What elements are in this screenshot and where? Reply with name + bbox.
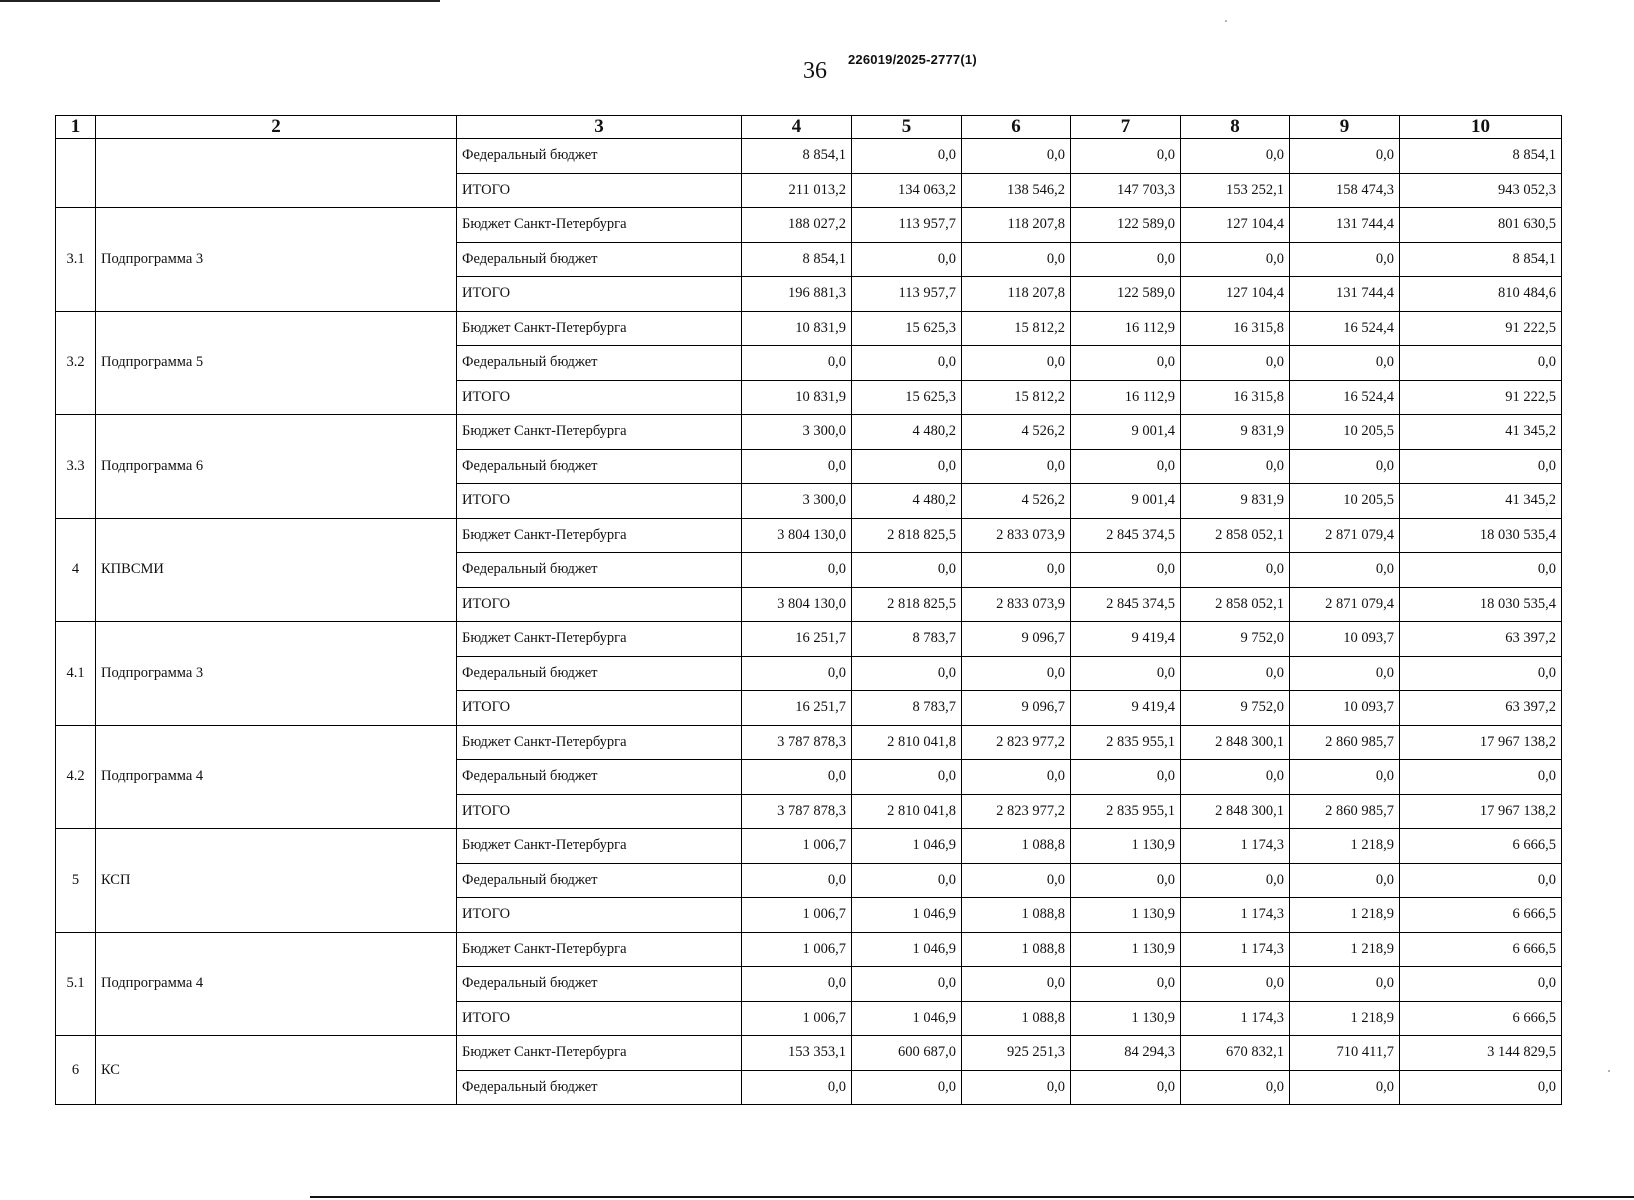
item-name: КС	[96, 1036, 457, 1105]
amount-cell: 1 088,8	[962, 829, 1071, 864]
amount-cell: 10 205,5	[1290, 484, 1400, 519]
amount-cell: 0,0	[1071, 1070, 1181, 1105]
amount-cell: 118 207,8	[962, 208, 1071, 243]
amount-cell: 0,0	[852, 967, 962, 1002]
amount-cell: 0,0	[1071, 863, 1181, 898]
funding-source: ИТОГО	[457, 173, 742, 208]
amount-cell: 158 474,3	[1290, 173, 1400, 208]
amount-cell: 8 854,1	[1400, 139, 1562, 174]
table-row	[56, 208, 1562, 243]
page-number: 36	[803, 58, 827, 84]
column-header: 3	[457, 116, 742, 139]
amount-cell: 710 411,7	[1290, 1036, 1400, 1071]
amount-cell: 0,0	[1071, 139, 1181, 174]
amount-cell: 1 006,7	[742, 1001, 852, 1036]
column-header: 5	[852, 116, 962, 139]
amount-cell: 16 524,4	[1290, 311, 1400, 346]
amount-cell: 0,0	[852, 139, 962, 174]
funding-source: Федеральный бюджет	[457, 760, 742, 795]
amount-cell: 211 013,2	[742, 173, 852, 208]
amount-cell: 113 957,7	[852, 277, 962, 312]
amount-cell: 15 812,2	[962, 380, 1071, 415]
item-number: 3.3	[56, 415, 96, 519]
amount-cell: 0,0	[1071, 553, 1181, 588]
amount-cell: 0,0	[742, 346, 852, 381]
amount-cell: 0,0	[1181, 656, 1290, 691]
funding-source: ИТОГО	[457, 898, 742, 933]
amount-cell: 0,0	[962, 449, 1071, 484]
amount-cell: 9 752,0	[1181, 622, 1290, 657]
amount-cell: 0,0	[1290, 346, 1400, 381]
amount-cell: 4 526,2	[962, 484, 1071, 519]
amount-cell: 0,0	[1400, 553, 1562, 588]
amount-cell: 2 860 985,7	[1290, 794, 1400, 829]
amount-cell: 3 787 878,3	[742, 725, 852, 760]
item-number: 3.2	[56, 311, 96, 415]
amount-cell: 16 315,8	[1181, 380, 1290, 415]
funding-source: Бюджет Санкт-Петербурга	[457, 829, 742, 864]
column-header: 9	[1290, 116, 1400, 139]
amount-cell: 1 130,9	[1071, 932, 1181, 967]
amount-cell: 1 088,8	[962, 898, 1071, 933]
amount-cell: 6 666,5	[1400, 898, 1562, 933]
amount-cell: 1 218,9	[1290, 1001, 1400, 1036]
amount-cell: 1 218,9	[1290, 932, 1400, 967]
funding-source: ИТОГО	[457, 484, 742, 519]
table-row	[56, 932, 1562, 967]
amount-cell: 10 093,7	[1290, 622, 1400, 657]
amount-cell: 0,0	[1181, 1070, 1290, 1105]
amount-cell: 810 484,6	[1400, 277, 1562, 312]
funding-source: Бюджет Санкт-Петербурга	[457, 208, 742, 243]
amount-cell: 0,0	[1181, 553, 1290, 588]
funding-source: ИТОГО	[457, 691, 742, 726]
amount-cell: 3 300,0	[742, 484, 852, 519]
item-number: 5	[56, 829, 96, 933]
column-header: 1	[56, 116, 96, 139]
amount-cell: 0,0	[962, 760, 1071, 795]
amount-cell: 2 818 825,5	[852, 587, 962, 622]
amount-cell: 2 818 825,5	[852, 518, 962, 553]
table-row	[56, 415, 1562, 450]
item-number: 4	[56, 518, 96, 622]
item-number: 4.1	[56, 622, 96, 726]
amount-cell: 9 001,4	[1071, 484, 1181, 519]
amount-cell: 2 858 052,1	[1181, 587, 1290, 622]
amount-cell: 0,0	[1400, 449, 1562, 484]
amount-cell: 2 858 052,1	[1181, 518, 1290, 553]
table-row	[56, 1036, 1562, 1071]
amount-cell: 1 174,3	[1181, 898, 1290, 933]
top-scan-rule	[0, 0, 440, 2]
funding-source: Бюджет Санкт-Петербурга	[457, 415, 742, 450]
amount-cell: 18 030 535,4	[1400, 587, 1562, 622]
amount-cell: 147 703,3	[1071, 173, 1181, 208]
amount-cell: 0,0	[1290, 242, 1400, 277]
amount-cell: 0,0	[962, 656, 1071, 691]
amount-cell: 0,0	[1400, 346, 1562, 381]
amount-cell: 2 835 955,1	[1071, 794, 1181, 829]
amount-cell: 3 804 130,0	[742, 518, 852, 553]
amount-cell: 4 526,2	[962, 415, 1071, 450]
item-name: КПВСМИ	[96, 518, 457, 622]
amount-cell: 2 810 041,8	[852, 794, 962, 829]
funding-source: Бюджет Санкт-Петербурга	[457, 932, 742, 967]
amount-cell: 41 345,2	[1400, 415, 1562, 450]
amount-cell: 1 130,9	[1071, 1001, 1181, 1036]
amount-cell: 10 831,9	[742, 380, 852, 415]
amount-cell: 2 823 977,2	[962, 725, 1071, 760]
amount-cell: 0,0	[1071, 656, 1181, 691]
amount-cell: 1 174,3	[1181, 829, 1290, 864]
column-header: 7	[1071, 116, 1181, 139]
amount-cell: 0,0	[962, 967, 1071, 1002]
funding-source: Федеральный бюджет	[457, 863, 742, 898]
amount-cell: 1 006,7	[742, 829, 852, 864]
amount-cell: 943 052,3	[1400, 173, 1562, 208]
amount-cell: 9 831,9	[1181, 484, 1290, 519]
amount-cell: 15 812,2	[962, 311, 1071, 346]
amount-cell: 16 251,7	[742, 622, 852, 657]
amount-cell: 2 810 041,8	[852, 725, 962, 760]
amount-cell: 0,0	[742, 863, 852, 898]
amount-cell: 15 625,3	[852, 380, 962, 415]
amount-cell: 0,0	[962, 242, 1071, 277]
funding-source: Федеральный бюджет	[457, 656, 742, 691]
amount-cell: 9 831,9	[1181, 415, 1290, 450]
budget-table	[55, 115, 1562, 1105]
amount-cell: 6 666,5	[1400, 829, 1562, 864]
amount-cell: 1 006,7	[742, 898, 852, 933]
amount-cell: 9 096,7	[962, 622, 1071, 657]
amount-cell: 1 218,9	[1290, 829, 1400, 864]
amount-cell: 0,0	[962, 553, 1071, 588]
amount-cell: 0,0	[1181, 242, 1290, 277]
amount-cell: 0,0	[742, 967, 852, 1002]
amount-cell: 8 854,1	[1400, 242, 1562, 277]
amount-cell: 0,0	[1181, 863, 1290, 898]
amount-cell: 1 218,9	[1290, 898, 1400, 933]
amount-cell: 1 130,9	[1071, 829, 1181, 864]
amount-cell: 0,0	[1400, 760, 1562, 795]
amount-cell: 2 848 300,1	[1181, 794, 1290, 829]
funding-source: Федеральный бюджет	[457, 449, 742, 484]
amount-cell: 0,0	[1290, 656, 1400, 691]
amount-cell: 0,0	[962, 139, 1071, 174]
amount-cell: 2 845 374,5	[1071, 587, 1181, 622]
item-name	[96, 139, 457, 208]
amount-cell: 8 854,1	[742, 242, 852, 277]
amount-cell: 41 345,2	[1400, 484, 1562, 519]
amount-cell: 0,0	[962, 863, 1071, 898]
amount-cell: 8 854,1	[742, 139, 852, 174]
amount-cell: 0,0	[1071, 967, 1181, 1002]
item-name: Подпрограмма 3	[96, 208, 457, 312]
column-header: 10	[1400, 116, 1562, 139]
amount-cell: 10 093,7	[1290, 691, 1400, 726]
amount-cell: 0,0	[1290, 553, 1400, 588]
amount-cell: 127 104,4	[1181, 208, 1290, 243]
amount-cell: 6 666,5	[1400, 1001, 1562, 1036]
amount-cell: 1 006,7	[742, 932, 852, 967]
item-number	[56, 139, 96, 208]
amount-cell: 63 397,2	[1400, 691, 1562, 726]
funding-source: Бюджет Санкт-Петербурга	[457, 622, 742, 657]
amount-cell: 3 787 878,3	[742, 794, 852, 829]
amount-cell: 0,0	[1290, 1070, 1400, 1105]
amount-cell: 0,0	[852, 760, 962, 795]
amount-cell: 1 046,9	[852, 898, 962, 933]
amount-cell: 4 480,2	[852, 484, 962, 519]
amount-cell: 1 046,9	[852, 829, 962, 864]
amount-cell: 0,0	[1071, 760, 1181, 795]
amount-cell: 113 957,7	[852, 208, 962, 243]
amount-cell: 1 174,3	[1181, 1001, 1290, 1036]
amount-cell: 0,0	[852, 449, 962, 484]
amount-cell: 17 967 138,2	[1400, 794, 1562, 829]
amount-cell: 91 222,5	[1400, 311, 1562, 346]
item-name: Подпрограмма 4	[96, 932, 457, 1036]
amount-cell: 122 589,0	[1071, 208, 1181, 243]
amount-cell: 1 174,3	[1181, 932, 1290, 967]
scan-speck	[1608, 1070, 1610, 1072]
table-row	[56, 725, 1562, 760]
amount-cell: 0,0	[742, 656, 852, 691]
amount-cell: 188 027,2	[742, 208, 852, 243]
column-header: 4	[742, 116, 852, 139]
funding-source: ИТОГО	[457, 1001, 742, 1036]
amount-cell: 16 112,9	[1071, 380, 1181, 415]
amount-cell: 134 063,2	[852, 173, 962, 208]
amount-cell: 8 783,7	[852, 691, 962, 726]
funding-source: ИТОГО	[457, 380, 742, 415]
amount-cell: 600 687,0	[852, 1036, 962, 1071]
funding-source: Бюджет Санкт-Петербурга	[457, 311, 742, 346]
funding-source: ИТОГО	[457, 277, 742, 312]
amount-cell: 0,0	[1181, 760, 1290, 795]
amount-cell: 0,0	[1290, 760, 1400, 795]
table-row	[56, 622, 1562, 657]
funding-source: Федеральный бюджет	[457, 346, 742, 381]
column-header: 6	[962, 116, 1071, 139]
amount-cell: 0,0	[742, 553, 852, 588]
amount-cell: 131 744,4	[1290, 208, 1400, 243]
document-code: 226019/2025-2777(1)	[848, 52, 977, 67]
funding-source: Бюджет Санкт-Петербурга	[457, 1036, 742, 1071]
amount-cell: 0,0	[1400, 1070, 1562, 1105]
amount-cell: 0,0	[1290, 139, 1400, 174]
amount-cell: 9 419,4	[1071, 622, 1181, 657]
item-name: Подпрограмма 6	[96, 415, 457, 519]
amount-cell: 3 804 130,0	[742, 587, 852, 622]
amount-cell: 9 752,0	[1181, 691, 1290, 726]
funding-source: Бюджет Санкт-Петербурга	[457, 518, 742, 553]
amount-cell: 2 848 300,1	[1181, 725, 1290, 760]
amount-cell: 1 046,9	[852, 1001, 962, 1036]
amount-cell: 17 967 138,2	[1400, 725, 1562, 760]
amount-cell: 0,0	[1400, 863, 1562, 898]
funding-source: Федеральный бюджет	[457, 553, 742, 588]
amount-cell: 2 871 079,4	[1290, 587, 1400, 622]
amount-cell: 16 524,4	[1290, 380, 1400, 415]
amount-cell: 925 251,3	[962, 1036, 1071, 1071]
amount-cell: 0,0	[1071, 346, 1181, 381]
amount-cell: 18 030 535,4	[1400, 518, 1562, 553]
amount-cell: 3 144 829,5	[1400, 1036, 1562, 1071]
amount-cell: 4 480,2	[852, 415, 962, 450]
amount-cell: 8 783,7	[852, 622, 962, 657]
amount-cell: 153 252,1	[1181, 173, 1290, 208]
amount-cell: 1 088,8	[962, 1001, 1071, 1036]
amount-cell: 131 744,4	[1290, 277, 1400, 312]
amount-cell: 9 001,4	[1071, 415, 1181, 450]
amount-cell: 801 630,5	[1400, 208, 1562, 243]
amount-cell: 84 294,3	[1071, 1036, 1181, 1071]
amount-cell: 10 831,9	[742, 311, 852, 346]
amount-cell: 0,0	[852, 242, 962, 277]
table-row	[56, 829, 1562, 864]
funding-source: Федеральный бюджет	[457, 1070, 742, 1105]
amount-cell: 122 589,0	[1071, 277, 1181, 312]
amount-cell: 0,0	[1400, 967, 1562, 1002]
amount-cell: 0,0	[1290, 863, 1400, 898]
column-number-header	[56, 116, 1562, 139]
amount-cell: 0,0	[1071, 242, 1181, 277]
amount-cell: 0,0	[962, 346, 1071, 381]
amount-cell: 0,0	[1181, 346, 1290, 381]
amount-cell: 9 096,7	[962, 691, 1071, 726]
amount-cell: 0,0	[1181, 449, 1290, 484]
amount-cell: 0,0	[852, 346, 962, 381]
amount-cell: 2 833 073,9	[962, 587, 1071, 622]
table-body	[56, 139, 1562, 1105]
amount-cell: 0,0	[1181, 967, 1290, 1002]
item-name: Подпрограмма 4	[96, 725, 457, 829]
table-row	[56, 518, 1562, 553]
funding-source: ИТОГО	[457, 794, 742, 829]
amount-cell: 153 353,1	[742, 1036, 852, 1071]
amount-cell: 2 835 955,1	[1071, 725, 1181, 760]
column-header: 2	[96, 116, 457, 139]
amount-cell: 0,0	[1290, 967, 1400, 1002]
amount-cell: 1 130,9	[1071, 898, 1181, 933]
amount-cell: 10 205,5	[1290, 415, 1400, 450]
funding-source: ИТОГО	[457, 587, 742, 622]
amount-cell: 91 222,5	[1400, 380, 1562, 415]
item-number: 5.1	[56, 932, 96, 1036]
amount-cell: 0,0	[742, 760, 852, 795]
amount-cell: 0,0	[1400, 656, 1562, 691]
amount-cell: 0,0	[852, 656, 962, 691]
item-name: Подпрограмма 5	[96, 311, 457, 415]
amount-cell: 1 046,9	[852, 932, 962, 967]
amount-cell: 6 666,5	[1400, 932, 1562, 967]
amount-cell: 63 397,2	[1400, 622, 1562, 657]
item-name: Подпрограмма 3	[96, 622, 457, 726]
amount-cell: 16 251,7	[742, 691, 852, 726]
amount-cell: 2 845 374,5	[1071, 518, 1181, 553]
amount-cell: 2 823 977,2	[962, 794, 1071, 829]
item-number: 4.2	[56, 725, 96, 829]
funding-source: Федеральный бюджет	[457, 139, 742, 174]
amount-cell: 9 419,4	[1071, 691, 1181, 726]
amount-cell: 0,0	[852, 1070, 962, 1105]
amount-cell: 0,0	[742, 449, 852, 484]
amount-cell: 0,0	[852, 863, 962, 898]
funding-source: Бюджет Санкт-Петербурга	[457, 725, 742, 760]
amount-cell: 2 871 079,4	[1290, 518, 1400, 553]
scan-speck	[1225, 20, 1227, 22]
item-number: 3.1	[56, 208, 96, 312]
amount-cell: 16 112,9	[1071, 311, 1181, 346]
amount-cell: 0,0	[852, 553, 962, 588]
amount-cell: 0,0	[1181, 139, 1290, 174]
amount-cell: 138 546,2	[962, 173, 1071, 208]
item-number: 6	[56, 1036, 96, 1105]
amount-cell: 2 860 985,7	[1290, 725, 1400, 760]
amount-cell: 0,0	[1290, 449, 1400, 484]
amount-cell: 196 881,3	[742, 277, 852, 312]
amount-cell: 127 104,4	[1181, 277, 1290, 312]
funding-source: Федеральный бюджет	[457, 242, 742, 277]
table-row	[56, 311, 1562, 346]
amount-cell: 0,0	[742, 1070, 852, 1105]
amount-cell: 15 625,3	[852, 311, 962, 346]
funding-source: Федеральный бюджет	[457, 967, 742, 1002]
amount-cell: 3 300,0	[742, 415, 852, 450]
amount-cell: 118 207,8	[962, 277, 1071, 312]
column-header: 8	[1181, 116, 1290, 139]
amount-cell: 0,0	[1071, 449, 1181, 484]
bottom-scan-rule	[310, 1196, 1634, 1198]
amount-cell: 670 832,1	[1181, 1036, 1290, 1071]
amount-cell: 1 088,8	[962, 932, 1071, 967]
table-row	[56, 139, 1562, 174]
item-name: КСП	[96, 829, 457, 933]
amount-cell: 0,0	[962, 1070, 1071, 1105]
amount-cell: 16 315,8	[1181, 311, 1290, 346]
amount-cell: 2 833 073,9	[962, 518, 1071, 553]
